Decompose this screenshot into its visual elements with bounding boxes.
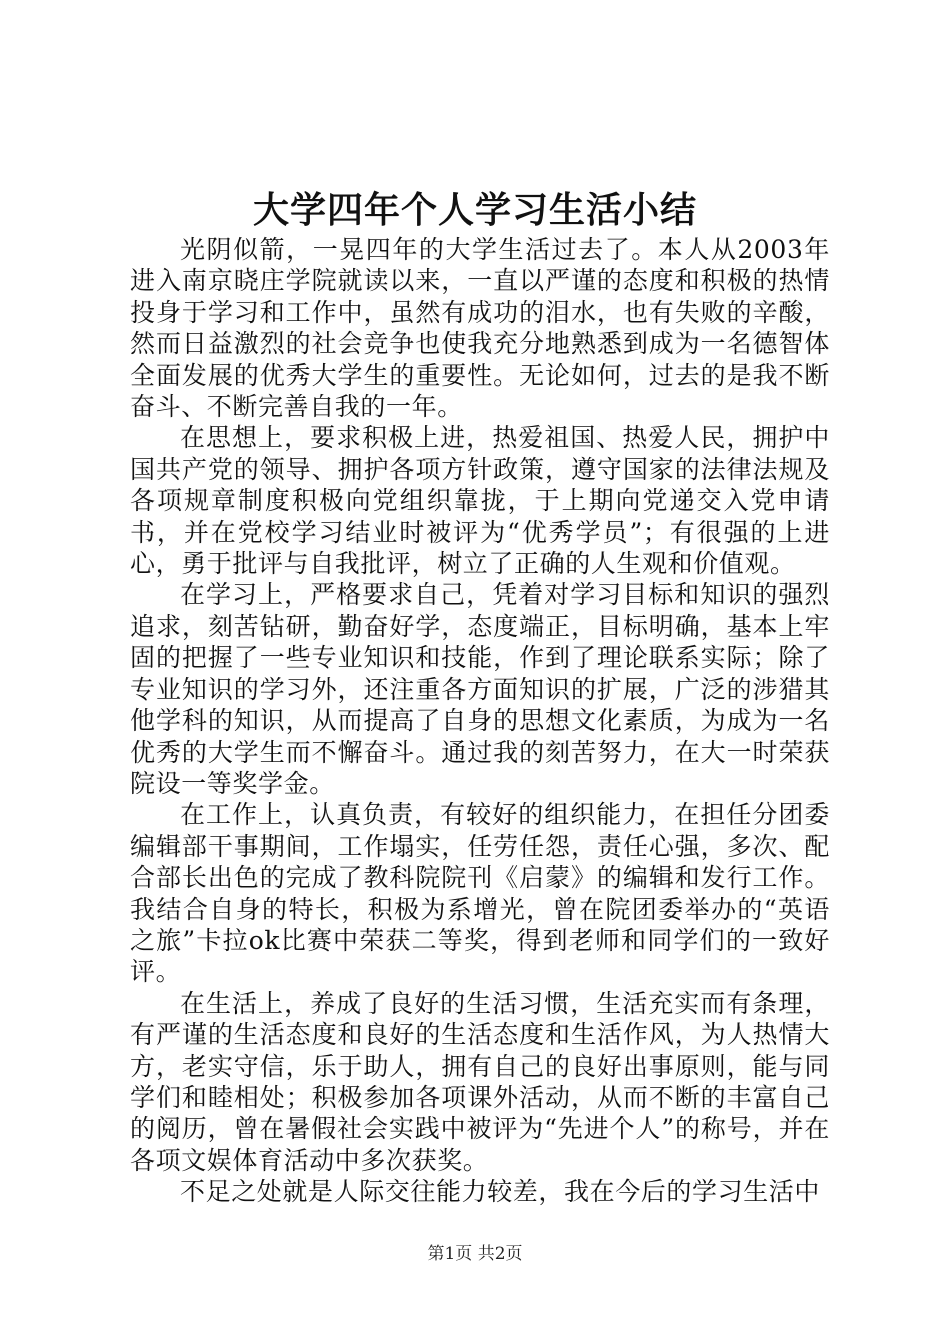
paragraph-shortcomings: 不足之处就是人际交往能力较差，我在今后的学习生活中: [180, 1177, 821, 1207]
page-number-footer: 第1页 共2页: [427, 1244, 523, 1264]
document-title: 大学四年个人学习生活小结: [252, 189, 697, 231]
paragraph-thought: 在思想上，要求积极上进，热爱祖国、热爱人民，拥护中国共产党的领导、拥护各项方针政策，遵守国家的法律法规及各项规章制度积极向党组织靠拢，于上期向党递交入党申请书，并在党校学习结业时被评为“优秀学员”；有很强的上进心，勇于批评与自我批评，树立了正确的人生观和价值观。: [130, 423, 830, 579]
paragraph-work: 在工作上，认真负责，有较好的组织能力，在担任分团委编辑部干事期间，工作塌实，任劳任怨，责任心强，多次、配合部长出色的完成了教科院院刊《启蒙》的编辑和发行工作。我结合自身的特长，积极为系增光，曾在院团委举办的“英语之旅”卡拉ok比赛中荣获二等奖，得到老师和同学们的一致好评。: [130, 800, 830, 987]
paragraph-study: 在学习上，严格要求自己，凭着对学习目标和知识的强烈追求，刻苦钻研，勤奋好学，态度端正，目标明确，基本上牢固的把握了一些专业知识和技能，作到了理论联系实际；除了专业知识的学习外，还注重各方面知识的扩展，广泛的涉猎其他学科的知识，从而提高了自身的思想文化素质，为成为一名优秀的大学生而不懈奋斗。通过我的刻苦努力，在大一时荣获院设一等奖学金。: [130, 580, 830, 798]
document-body: [130, 234, 830, 1208]
paragraph-life: 在生活上，养成了良好的生活习惯，生活充实而有条理，有严谨的生活态度和良好的生活态度和生活作风，为人热情大方，老实守信，乐于助人，拥有自己的良好出事原则，能与同学们和睦相处；积极参加各项课外活动，从而不断的丰富自己的阅历，曾在暑假社会实践中被评为“先进个人”的称号，并在各项文娱体育活动中多次获奖。: [130, 988, 830, 1175]
paragraph-intro: 光阴似箭，一晃四年的大学生活过去了。本人从2003年进入南京晓庄学院就读以来，一直以严谨的态度和积极的热情投身于学习和工作中，虽然有成功的泪水，也有失败的辛酸，然而日益激烈的社会竞争也使我充分地熟悉到成为一名德智体全面发展的优秀大学生的重要性。无论如何，过去的是我不断奋斗、不断完善自我的一年。: [130, 235, 830, 422]
